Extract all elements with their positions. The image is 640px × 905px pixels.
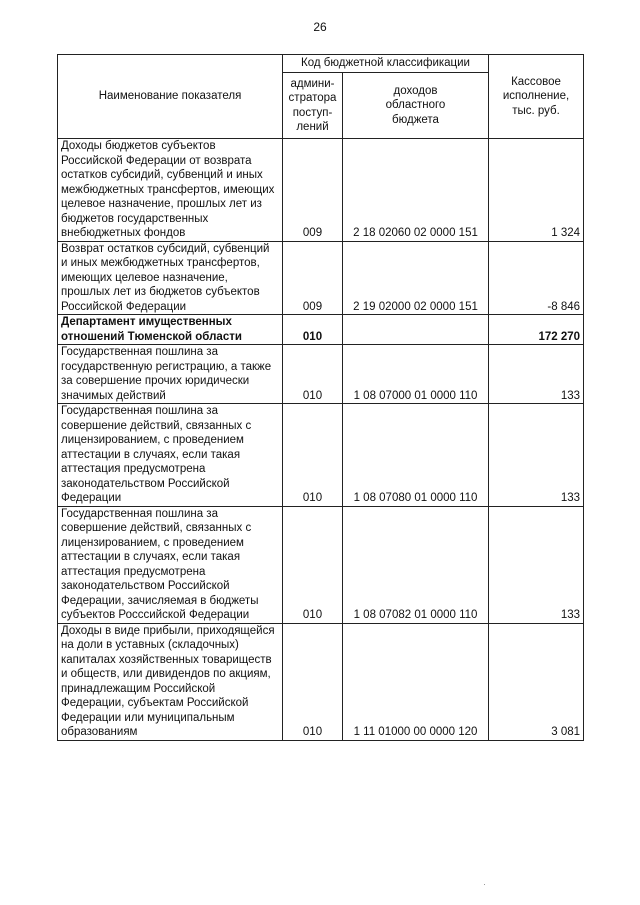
header-budget-class: Код бюджетной классификации (283, 55, 489, 73)
table-row (58, 345, 584, 404)
row-admin: 009 (283, 139, 343, 242)
header-cash-execution: Кассовое исполнение, тыс. руб. (489, 55, 584, 139)
table-row (58, 623, 584, 740)
revenue-table (57, 54, 584, 741)
row-code: 1 08 07080 01 0000 110 (343, 404, 489, 507)
row-name: Департамент имущественных отношений Тюменской области (58, 315, 283, 345)
header-income: доходов областного бюджета (343, 73, 489, 139)
header-admin: админи- стратора поступ- лений (283, 73, 343, 139)
row-name: Государственная пошлина за государственную регистрацию, а также за совершение прочих юридически значимых действий (58, 345, 283, 404)
row-admin: 010 (283, 315, 343, 345)
row-sum: 133 (489, 404, 584, 507)
table-row-department (58, 315, 584, 345)
row-sum: 172 270 (489, 315, 584, 345)
row-name: Доходы в виде прибыли, приходящейся на доли в уставных (складочных) капиталах хозяйственных товариществ и обществ, или дивидендов по акциям, принадлежащим Российской Федерации, субъектам Российской Федерации или муниципальным образованиям (58, 623, 283, 740)
row-admin: 009 (283, 241, 343, 315)
row-sum: 1 324 (489, 139, 584, 242)
page-number: 26 (313, 20, 327, 34)
row-sum: 133 (489, 345, 584, 404)
row-name: Возврат остатков субсидий, субвенций и иных межбюджетных трансфертов, имеющих целевое назначение, прошлых лет из бюджетов субъектов Российской Федерации (58, 241, 283, 315)
row-admin: 010 (283, 623, 343, 740)
row-admin: 010 (283, 506, 343, 623)
row-sum: 3 081 (489, 623, 584, 740)
row-admin: 010 (283, 404, 343, 507)
row-code: 2 19 02000 02 0000 151 (343, 241, 489, 315)
header-name: Наименование показателя (58, 55, 283, 139)
row-name: Доходы бюджетов субъектов Российской Федерации от возврата остатков субсидий, субвенций и иных межбюджетных трансфертов, имеющих целевое назначение, прошлых лет из бюджетов государственных внебюджетных фондов (58, 139, 283, 242)
row-name: Государственная пошлина за совершение действий, связанных с лицензированием, с проведением аттестации в случаях, если такая аттестация предусмотрена законодательством Российской Федерации, зачисляемая в бюджеты субъектов Росссийской Федерации (58, 506, 283, 623)
row-code: 1 11 01000 00 0000 120 (343, 623, 489, 740)
row-code (343, 315, 489, 345)
row-code: 1 08 07082 01 0000 110 (343, 506, 489, 623)
scan-speck (484, 884, 485, 885)
row-code: 1 08 07000 01 0000 110 (343, 345, 489, 404)
row-name: Государственная пошлина за совершение действий, связанных с лицензированием, с проведением аттестации в случаях, если такая аттестация предусмотрена законодательством Российской Федерации (58, 404, 283, 507)
table-row (58, 404, 584, 507)
table-row (58, 139, 584, 242)
table-row (58, 506, 584, 623)
row-admin: 010 (283, 345, 343, 404)
row-sum: 133 (489, 506, 584, 623)
table-row (58, 241, 584, 315)
row-sum: -8 846 (489, 241, 584, 315)
row-code: 2 18 02060 02 0000 151 (343, 139, 489, 242)
